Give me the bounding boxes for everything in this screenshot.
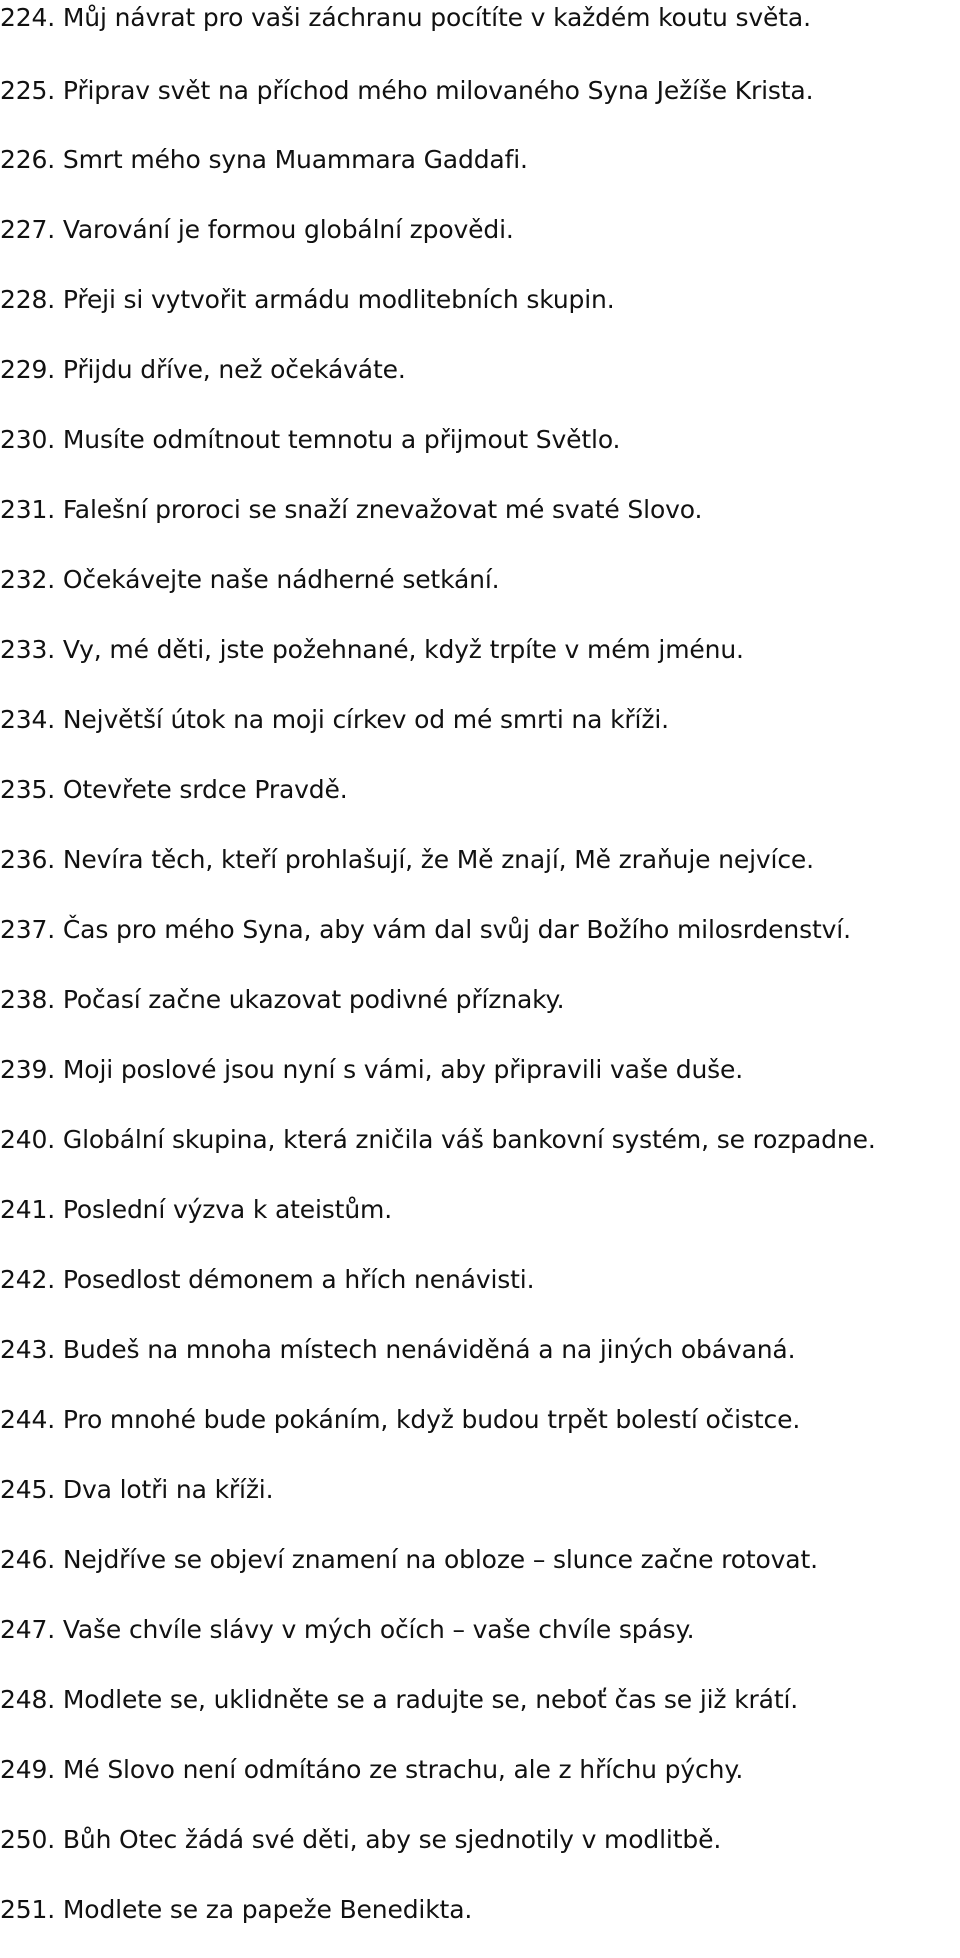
list-item: [0, 420, 620, 460]
item-text: Otevřete srdce Pravdě.: [62, 775, 348, 804]
item-number: 242.: [0, 1265, 56, 1294]
list-item: [0, 0, 811, 38]
list-item: [0, 1120, 876, 1160]
item-text: Čas pro mého Syna, aby vám dal svůj dar Božího milosrdenství.: [62, 915, 851, 944]
item-number: 237.: [0, 915, 56, 944]
item-number: 235.: [0, 775, 56, 804]
item-text: Nevíra těch, kteří prohlašují, že Mě znají, Mě zraňuje nejvíce.: [62, 845, 814, 874]
item-number: 251.: [0, 1895, 56, 1924]
item-text: Největší útok na moji církev od mé smrti na kříži.: [62, 705, 669, 734]
item-number: 234.: [0, 705, 56, 734]
item-number: 231.: [0, 495, 56, 524]
item-number: 248.: [0, 1685, 56, 1714]
item-text: Pro mnohé bude pokáním, když budou trpět bolestí očistce.: [62, 1405, 801, 1434]
list-item: [0, 1680, 798, 1720]
item-number: 249.: [0, 1755, 56, 1784]
item-number: 229.: [0, 355, 56, 384]
item-number: 224.: [0, 3, 56, 32]
list-item: [0, 630, 744, 670]
item-text: Poslední výzva k ateistům.: [62, 1195, 393, 1224]
item-number: 232.: [0, 565, 56, 594]
item-number: 227.: [0, 215, 56, 244]
list-item: [0, 210, 514, 250]
item-number: 238.: [0, 985, 56, 1014]
item-number: 239.: [0, 1055, 56, 1084]
list-item: [0, 1540, 818, 1580]
item-number: 233.: [0, 635, 56, 664]
list-item: [0, 1400, 800, 1440]
list-item: [0, 1610, 694, 1650]
item-text: Mé Slovo není odmítáno ze strachu, ale z hříchu pýchy.: [62, 1755, 744, 1784]
item-text: Počasí začne ukazovat podivné příznaky.: [62, 985, 565, 1014]
item-text: Bůh Otec žádá své děti, aby se sjednotily v modlitbě.: [62, 1825, 722, 1854]
list-item: [0, 560, 499, 600]
item-number: 245.: [0, 1475, 56, 1504]
list-item: [0, 980, 564, 1020]
item-text: Modlete se za papeže Benedikta.: [62, 1895, 473, 1924]
item-text: Dva lotři na kříži.: [62, 1475, 274, 1504]
item-text: Přeji si vytvořit armádu modlitebních skupin.: [62, 285, 615, 314]
item-number: 225.: [0, 76, 56, 105]
item-number: 230.: [0, 425, 56, 454]
item-number: 241.: [0, 1195, 56, 1224]
item-text: Očekávejte naše nádherné setkání.: [62, 565, 500, 594]
item-text: Připrav svět na příchod mého milovaného Syna Ježíše Krista.: [62, 76, 814, 105]
list-item: [0, 490, 702, 530]
item-text: Moji poslové jsou nyní s vámi, aby připravili vaše duše.: [62, 1055, 744, 1084]
item-text: Musíte odmítnout temnotu a přijmout Světlo.: [62, 425, 621, 454]
list-item: [0, 770, 348, 810]
item-text: Vy, mé děti, jste požehnané, když trpíte v mém jménu.: [62, 635, 744, 664]
item-text: Modlete se, uklidněte se a radujte se, neboť čas se již krátí.: [62, 1685, 799, 1714]
item-number: 243.: [0, 1335, 56, 1364]
item-text: Přijdu dříve, než očekáváte.: [62, 355, 406, 384]
list-item: [0, 840, 814, 880]
list-item: [0, 1750, 743, 1790]
list-item: [0, 280, 615, 320]
item-text: Budeš na mnoha místech nenáviděná a na jiných obávaná.: [62, 1335, 796, 1364]
item-number: 228.: [0, 285, 56, 314]
list-item: [0, 1330, 795, 1370]
item-number: 247.: [0, 1615, 56, 1644]
item-text: Smrt mého syna Muammara Gaddafi.: [62, 145, 528, 174]
list-item: [0, 910, 851, 950]
item-number: 250.: [0, 1825, 56, 1854]
item-number: 226.: [0, 145, 56, 174]
item-text: Varování je formou globální zpovědi.: [62, 215, 514, 244]
item-text: Můj návrat pro vaši záchranu pocítíte v každém koutu světa.: [62, 3, 811, 32]
list-item: [0, 140, 528, 180]
item-text: Vaše chvíle slávy v mých očích – vaše chvíle spásy.: [62, 1615, 695, 1644]
list-item: [0, 1050, 743, 1090]
list-item: [0, 1890, 472, 1930]
list-item: [0, 71, 813, 111]
list-item: [0, 1470, 273, 1510]
item-text: Falešní proroci se snaží znevažovat mé svaté Slovo.: [62, 495, 703, 524]
item-number: 240.: [0, 1125, 56, 1154]
item-number: 236.: [0, 845, 56, 874]
item-text: Nejdříve se objeví znamení na obloze – slunce začne rotovat.: [62, 1545, 818, 1574]
list-item: [0, 350, 406, 390]
item-number: 244.: [0, 1405, 56, 1434]
item-number: 246.: [0, 1545, 56, 1574]
list-item: [0, 700, 669, 740]
item-text: Posedlost démonem a hřích nenávisti.: [62, 1265, 535, 1294]
list-item: [0, 1820, 721, 1860]
item-text: Globální skupina, která zničila váš bankovní systém, se rozpadne.: [62, 1125, 876, 1154]
list-item: [0, 1260, 534, 1300]
list-item: [0, 1190, 392, 1230]
